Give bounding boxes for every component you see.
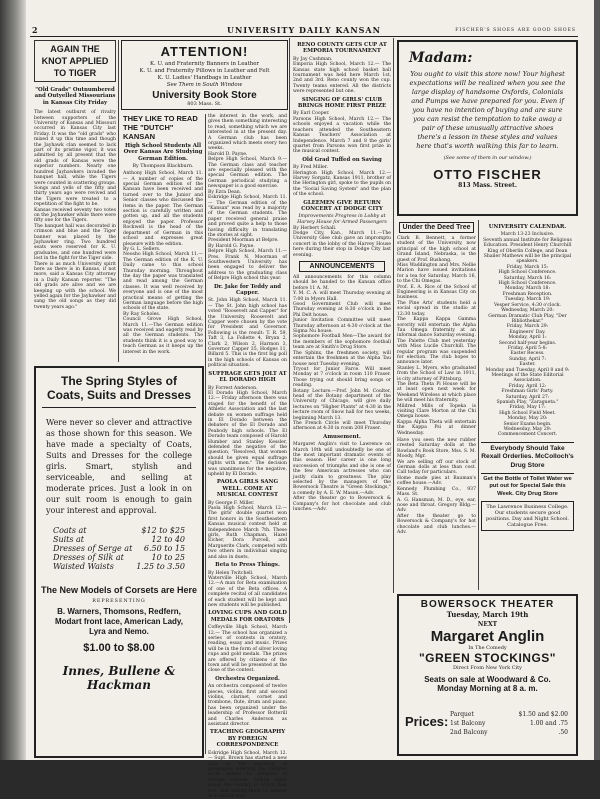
next-label: NEXT	[477, 621, 498, 628]
corset-price-range: $1.00 to $8.00	[83, 642, 155, 654]
headline: AGAIN THE KNOT APPLIED TO TIGER	[34, 40, 116, 82]
attention-line: K. U. and Fraternity Pillows in Leather and Felt	[139, 68, 270, 74]
calendar-head: UNIVERSITY CALENDAR.	[488, 224, 567, 230]
attention-ad	[121, 40, 288, 110]
price-row: Suits at 12 to 40	[52, 535, 186, 544]
article-continued: the interest in the work, and gives them something interesting to read, something which we are interested in at the present day. A German club has been organized which meets every two weeks. Harold D. Payne. Belpre High School, March 9.—The German class and teacher are especially pleased with the special German edition. The German periodical studying a newspaper is a good exercise. By Ezra Dean. Eskridge High School, March 11.— The German edition of the "Kansan" was read by a majority of the German students. The paper received general praise and proved quite a help to those having difficulty in translating the stories at sight. President Moorman at Belpre. By Harold G. Payne. Belpre High School, March 11.— Pres. Frank N. Moorman of Southwestern University has been engaged to deliver the address to the graduating class of Belpre High school this year.	[208, 114, 287, 282]
price-list	[51, 526, 187, 571]
rexall-ad: Everybody Should Take Rexall Orderlies. McColloch's Drug Store	[481, 442, 574, 470]
column-rule	[393, 38, 394, 593]
article-body: The latest outburst of rivalry between supporters of the University of Kansas and Missouri occurred in Kansas City last Friday. It was the "old grads" who mixed it up this time and though the Jayhawk clan seemed to lack part of its pristine vigor, it was admitted by all present that the old grads of Kansas were the superior numbers. Nearly one hundred Jayhawkers invaded the banquet hall, while the Tigers were counted in scattering groups. Songs and yells of the fifty and thirty years ago were revived and the Tigers were treated to a repetition of the fight to be. Kansas received seventy two votes on the Jayhawker while there were fifty one for the Tigers. The banquet hall was decorated in crimson and blue and the Tiger banner was placed by the Jayhawker ring. Two hundred seats were reserved for K. U. graduates, and one hundred were lost in the fight for the Tiger side. There is as much University spirit here as there is in Kansas, if not more, said a Kansas City attorney in a Daily Kansan reporter. "The old grads are alive and we are keeping up with the school. We yelled again for the Jayhawker and sang the old songs as they did twenty years ago."	[34, 110, 116, 310]
headline: SINGING OF GIRLS' CLUB BRINGS HOME FIRST PRIZE	[297, 96, 387, 110]
attention-title: ATTENTION!	[160, 44, 249, 59]
article-body: By Earl Cooper. Parsons High School, March 12.— The schools enjoyed a vacation while the teachers attended the Southeastern Kansas Teachers' Association at Independence. March 7 and 8 the girls' quartet from Parsons won first prize in the musical contest.	[293, 111, 391, 155]
corset-title: The New Models of Corsets are Here	[40, 585, 198, 595]
article-body: By Herbert Schall. Dodge City, Kan., March 11.—The University Glee club gave an impromptu concert in the lobby of the Harvey House here during their stop in Dodge City last evening.	[293, 225, 391, 258]
fischer-name: OTTO FISCHER	[433, 167, 542, 182]
small-ads: Have you seen the new rubber crested Saturday dolls at the Rowland's Book Store, Mss. S. M. Moody, Mgr. We are selling off our stock of German dolls at less than cost. Call today for particulars. Home made pies at Bauman's coffee house.—Adv. Kennedy Plumbing Co., 937 Mass. St. A. G. Hansman, M. D., eye, ear, nose and throat. Gregory Bldg.—Adv. After the theater go to Bowersock & Company's for hot chocolate and club lunches.—Adv.	[397, 438, 476, 535]
play-title: "GREEN STOCKINGS"	[418, 651, 556, 665]
article-body: An orchestra composed of twelve pieces, violins, first and second violins, clarinet, cornet and trombone, flute, drum and piano, has been organized under the leadership of Professor Botterill and Charles Anderson as assistant director.	[208, 684, 287, 728]
headline: RENO COUNTY GETS CUP AT EMPORIA TOURNAMENT	[297, 42, 387, 55]
masthead-rule	[30, 36, 578, 37]
article-again-the-knot	[34, 40, 116, 360]
article-body: St. John High School, March 11.— The St. John high school has voted "Roosevelt and Capper" for the University. Roosevelt and Capper were chosen by the vote for President and Governor. Following is the result: T. R. 59, Taft 3, La Follette 4, Bryan 2, Clark 2, Wilson 2, Harmon 3, Governor Capper 35, Hodges 11, Billard 5. This is the first big poll in the high schools of Kansas on political situation.	[208, 298, 287, 369]
calendar-body: March 13-23 Inclusive. Seventh annual Institute for Religious Education. President Henry Churchill King of Oberlin College, and Dean Shailer Mathews will be the principal speakers. Friday, March 15: High School Conference. Saturday, March 16: High School Conference. Monday, March 18: Freshman Reception. Tuesday, March 19: Vesper Service, 4:30 o'clock. Wednesday, March 20: German Dramatic Club Play, "Der Bibliothekar." Friday, March 29: Engineers' Day. Monday, April 1: Second half-year begins. Friday, April 5-8: Easter Recess. Sunday, April 7: Easter. Monday and Tuesday, April 8 and 9: Meetings of the State Editorial Association. Friday, April 12: Freshman Girls' Party. Saturday, April 27: Spanish Play, "Zaragueta." Friday, May 17: High School Field Meet. Monday, May 20: Senior Exams begin. Wednesday, May 29: Commencement Concert.	[483, 232, 572, 438]
column-rule	[478, 220, 479, 590]
article-body: Eskridge High School, March 12.— Supt. Brown has started a new plan in the teaching of geography, whereby the children write letters to children of foreign schools, telling them about the country in which they live, and asking them to answer in a similar way.	[208, 750, 287, 799]
price-row: Coats at $12 to $25	[52, 526, 186, 535]
page-number: 2	[32, 25, 39, 35]
city-drug-ad: Get the Bottle of Toilet Water we put out for Special Sale this Week. City Drug Store	[481, 473, 574, 498]
price-tier: 1st Balcony 1.00 and .75	[450, 720, 568, 727]
column-rule	[205, 114, 206, 754]
masthead-title: UNIVERSITY DAILY KANSAN	[227, 25, 381, 35]
attention-lines	[122, 61, 287, 89]
society-notes: Clark B. Bennett, a former student of the University, now principal of the high school at Grand Island, Nebraska, is the guest of Prof. Bushong. Miss Waddington and Mrs. Nellie Marion have issued invitations for a tea for Saturday, March 16, to the Chi Omegas. Prof. E. A. Rice of the School of Engineering is in Kansas City on business. The Pine Arts' students held a social spread in the studio at 12:30 today. The Kappa Kappa Gamma sorority will entertain the Alpha Tau Omega fraternity at an informal dance Saturday evening. The Palette Club met yesterday with Miss Lucile Churchill. The regular program was suspended for election. The club hopes to announce later. Stanley L. Myers, who graduated from the School of Law in 1911, is city attorney of Pittsburg. The Beta Theta Pi House will be at least open next week for Weekend Wireless at which place he will meet his fraternity. Mildred Mills of Topeka is visiting Clare Morton at the Chi Omega house. Kappa Alpha Theta will entertain the Kappa Psi at dinner Wednesday.	[397, 236, 476, 436]
column-four	[293, 40, 391, 754]
article-body: By Forrest Anderson. El Dorado High School, March 12.— Friday afternoon there was staged for the benefit of the Athletic Association and the last debate on women suffrage held in El Dorado between the debaters of the El Dorado and Peabody high schools. The El Dorado team composed of Harold Humber and Stanley Kessler, defended the negative of the question, "Resolved, that women should be given equal suffrage rights with men." The decision was unanimous for the negative, upheld by El Dorado.	[208, 385, 287, 477]
column-three	[208, 114, 287, 799]
spring-styles-ad	[34, 366, 204, 758]
headline: SUFFRAGE GETS JOLT AT EL DORADO HIGH	[208, 370, 287, 384]
article-body: By George F. Miller. Paola High School, March 12.— The girls' double quartet won first honors in the Southeastern Kansas musical contest held at Independence March 7th. These girls, Ruth Chapman, Hazel Eicher, Dora Purcell, and Marguerite Clark, competed with two others in individual singing and also in duets.	[208, 500, 287, 560]
price-tier: 2nd Balcony .50	[450, 729, 568, 736]
column-rule	[289, 38, 290, 623]
star-name: Margaret Anglin	[430, 628, 545, 645]
fischer-note: (See some of them in our window.)	[443, 155, 532, 161]
headline: PAOLA GIRLS SANG WELL. COME AT MUSICAL CONTEST	[216, 479, 279, 499]
prices-label: Prices:	[405, 714, 449, 729]
article-dutch-kansan	[123, 114, 203, 362]
headline: Old Grad Tuffed on Saving	[302, 156, 382, 163]
column-rule	[118, 40, 119, 362]
headline: Amusement.	[323, 433, 361, 440]
announcements-body: All announcements for this column should be handed to the Kansan office before 11 A. M. Y. M. C. A. will meet Thursday evening at 7:00 in Myers Hall. Good Government Club will meet Thursday evening at 8:30 o'clock in the Phi Delt house. Junior Invitation Committee will meet Thursday afternoon at 4:30 o'clock at the Sigma Nu house. Sophomore Football Men—The award for the members of the sophomore football team are at Smith's Drug Store. The Sphinx, the freshmen society, will entertain the freshmen at the Alpha Tau house next Tuesday evening. Tryout for Junior Farce. Will meet Monday at 7 o'clock in room 110 Fraser. Those trying out should bring songs or reading. Botany Lecture.—Prof. John M. Coulter, head of the Botany department of the University of Chicago, will give daily lectures on "Higher Plants" at 4:30 in the lecture room of Snow hall for two weeks, beginning March 13. The French Circle will meet Thursday afternoon at 4:30 in room 208 Fraser.	[293, 275, 391, 432]
price-row: Waisted Waists 1.25 to 3.50	[52, 562, 186, 571]
fischer-shoes-ad	[397, 40, 578, 216]
article-body: Margaret Anglin's visit to Lawrence on March 19th will undoubtedly be one of the most important dramatic events of this season. Her career is one long succession of triumphs and she is one of the few American actresses who can justly claim to greatness. The play selected by the managers of the Bowersock Theatre is "Green Stockings," a comedy by A. E. W. Mason.—Adv.	[293, 442, 391, 496]
binding-shadow	[0, 0, 26, 760]
spring-title-2: Coats, Suits and Dresses	[46, 388, 192, 402]
price-row: Dresses of Silk at 10 to 25	[52, 553, 186, 562]
headline: GLEEMEN GIVE RETURN CONCERT AT DODGE CITY	[301, 199, 383, 212]
article-body: By Fred Miller. Herington High School, March 12.— Harvey Sorgatz, Kansas 1911, brother of the Herington girl, spoke to the pupils on the "Social Saving System" and the plan of the school.	[293, 165, 391, 198]
fischer-slogan: FISCHER'S SHOES ARE GOOD SHOES	[455, 28, 576, 33]
store-signature: Innes, Bullene & Hackman	[62, 664, 176, 692]
representing: REPRESENTING	[92, 599, 146, 604]
article-body: Coffeyville High School, March 12.— The school has organized a series of contests in oratory, reading, essay and music. Prizes will be in the form of silver loving cups and gold medals. The prizes are offered by citizens of the town and will be presented at the close of the contest.	[208, 625, 287, 674]
theater-price-table	[449, 710, 569, 737]
headline: Beta to Press Things.	[215, 562, 280, 569]
theater-name: BOWERSOCK THEATER	[420, 599, 555, 610]
headline: TEACHING GEOGRAPHY BY FOREIGN CORRESPONDENCE	[209, 729, 286, 749]
seats-on-sale: Seats on sale at Woodward & Co.	[424, 675, 551, 684]
headline: Dr. Jake for Teddy and Capper.	[213, 283, 282, 296]
article-body: By Helen Twitchell. Waterville High School, March 12.—A man for Beta examination of one of the Beta offices. A complete recital of all candidates of each student will be kept and new students will be published.	[208, 570, 287, 608]
headline: THEY LIKE TO READ THE "DUTCH" KANSAN	[123, 114, 198, 141]
business-college-ad: The Lawrence Business College. Our students secure good positions. Day and Night School. Catalogue Free.	[481, 501, 574, 531]
article-body: Anthony High School, March 11.— A number of copies of the special German edition of the Kansan have been received and turned over to the Junior and Senior classes who discussed the items in the paper. The German section is carefully written and gotten up, and all the students enjoyed the paper. Professor Rockwell is the head of the department of German in this school and expresses great pleasure with the edition. By G. L. Sellers. Neosho High School, March 11.— The German edition of the K. U. Daily came to this school Thursday morning. Throughout the day the paper was translated and read among the German classes. It was well received by everyone and is one of the most practical means of getting the German language before the high schools of the state. By Ray Scholes. Council Grove High School, March 11.—The German edition was received and eagerly read by all the German students. The students think it is a good way to teach German as it keeps up the interest in the work.	[123, 171, 203, 355]
fischer-body: You ought to visit this store now! Your highest expectations will be realized when you see the large display of handsome Oxfords, Colonials and Pumps we have prepared for you. Even if you have no intention of buying and are sure you can resist the temptation to take away a pair of these unusually attractive shoes there's a lesson in these styles and values here that's worth walking this far to learn.	[409, 70, 566, 150]
comedy-label: In The Comedy	[468, 645, 507, 651]
byline: By Thompson Blackburn.	[132, 164, 194, 170]
show-date: Tuesday, March 19th	[446, 610, 529, 619]
subhead: High School Students All Over Kansas Are Studying German Edition.	[123, 143, 203, 162]
fischer-address: 813 Mass. Street.	[458, 182, 517, 189]
attention-line: K. U. Ladies' Handbags in Leather	[157, 75, 252, 81]
subhead: "Old Grads" Outnumbered and Outyelled Missourians in Kansas City Friday	[34, 87, 116, 106]
corset-brands: B. Warners, Thomsons, Redfern, Modart front lace, American Lady, Lyra and Nemo.	[54, 607, 184, 636]
university-calendar	[481, 222, 574, 592]
section-head: Under the Deed Tree	[399, 222, 474, 233]
sale-time: Monday Morning at 8 a. m.	[437, 684, 538, 693]
masthead	[30, 25, 578, 35]
see-window: See Them in South Window	[166, 82, 243, 88]
adv-note: After the theater go to Bowersock & Company's for hot chocolate and club lunches.—Adv.	[293, 496, 391, 513]
bookstore-name: University Book Store	[152, 90, 257, 101]
direct-from: Direct From New York City	[453, 665, 522, 671]
spring-title-1: The Spring Styles of	[60, 374, 177, 388]
subhead: Improvements Progress in Lobby at Harvey House for Armed Passengers	[297, 214, 387, 225]
announcements-head: ANNOUNCEMENTS	[299, 261, 385, 272]
bowersock-theater-ad	[397, 594, 578, 756]
right-edge	[594, 0, 600, 760]
bookstore-address: 803 Mass. St.	[187, 101, 222, 107]
spring-body: Were never so clever and attractive as those shown for this season. We have made a specialty of Coats, Suits and Dresses for the college girls. Smart, stylish and serviceable, and selling at moderate prices. Just a look in on our suit room is enough to gain your interest and approval.	[46, 418, 192, 515]
madam-greeting: Madam:	[409, 50, 473, 66]
price-tier: Parquet $1.50 and $2.00	[450, 711, 568, 718]
headline: Orchestra Organized.	[215, 675, 280, 682]
price-row: Dresses of Serge at 6.50 to 15	[52, 544, 186, 553]
headline: LOVING CUPS AND GOLD MEDALS FOR ORATORS	[208, 610, 287, 623]
attention-line: K. U. and Fraternity Banners in Leather	[149, 61, 260, 67]
article-body: By Jay Cushman. Emporia High School, March 12.— The Kansas state high school basket ball tournament was held here March 1st, 2nd and 3rd. Reno county won the cup. Twenty teams entered. All the districts were represented but one.	[293, 56, 391, 95]
under-the-deed-tree	[397, 222, 476, 592]
